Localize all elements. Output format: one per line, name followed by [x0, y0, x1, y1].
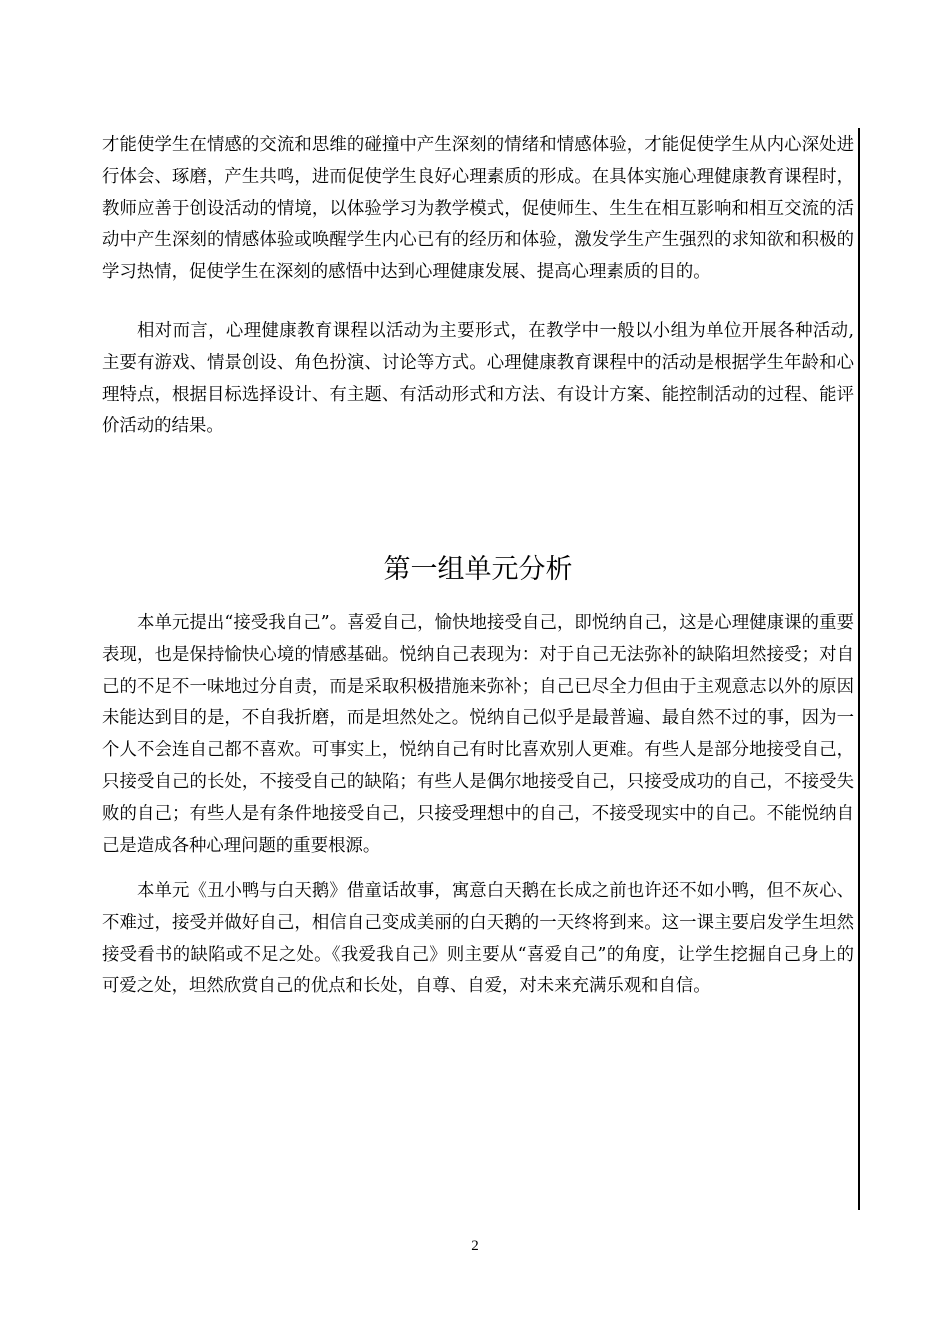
page-number: 2 — [471, 1238, 479, 1254]
section-title: 第一组单元分析 — [383, 554, 573, 585]
body-paragraph-continued: 才能使学生在情感的交流和思维的碰撞中产生深刻的情绪和情感体验，才能促使学生从内心深处进行体会、琢磨，产生共鸣，进而促使学生良好心理素质的形成。在具体实施心理健康教育课程时，教师应善于创设活动的情境，以体验学习为教学模式，促使师生、生生在相互影响和相互交流的活动中产生深刻的情感体验或唤醒学生内心已有的经历和体验，激发学生产生强烈的求知欲和积极的学习热情，促使学生在深刻的感悟中达到心理健康发展、提高心理素质的目的。 — [102, 135, 854, 283]
body-paragraph-activities: 相对而言，心理健康教育课程以活动为主要形式，在教学中一般以小组为单位开展各种活动, 主要有游戏、情景创设、角色扮演、讨论等方式。心理健康教育课程中的活动是根据学生年龄和心理特点，根据目标选择设计、有主题、有活动形式和方法、有设计方案、能控制活动的过程、能评价活动的结果。 — [102, 321, 854, 437]
body-paragraph-lessons: 本单元《丑小鸭与白天鹅》借童话故事，寓意白天鹅在长成之前也许还不如小鸭，但不灰心、不难过，接受并做好自己，相信自己变成美丽的白天鹅的一天终将到来。这一课主要启发学生坦然接受看书的缺陷或不足之处。《我爱我自己》则主要从“喜爱自己”的角度，让学生挖掘自己身上的可爱之处，坦然欣赏自己的优点和长处，自尊、自爱，对未来充满乐观和自信。 — [102, 881, 854, 997]
right-margin-rule — [858, 128, 860, 1210]
body-paragraph-accept-self: 本单元提出“接受我自己”。喜爱自己，愉快地接受自己，即悦纳自己，这是心理健康课的重要表现，也是保持愉快心境的情感基础。悦纳自己表现为：对于自己无法弥补的缺陷坦然接受；对自己的不足不一味地过分自责，而是采取积极措施来弥补；自己已尽全力但由于主观意志以外的原因未能达到目的是，不自我折磨，而是坦然处之。悦纳自己似乎是最普遍、最自然不过的事，因为一个人不会连自己都不喜欢。可事实上，悦纳自己有时比喜欢别人更难。有些人是部分地接受自己，只接受自己的长处，不接受自己的缺陷；有些人是偶尔地接受自己，只接受成功的自己，不接受失败的自己；有些人是有条件地接受自己，只接受理想中的自己，不接受现实中的自己。不能悦纳自己是造成各种心理问题的重要根源。 — [102, 613, 854, 856]
